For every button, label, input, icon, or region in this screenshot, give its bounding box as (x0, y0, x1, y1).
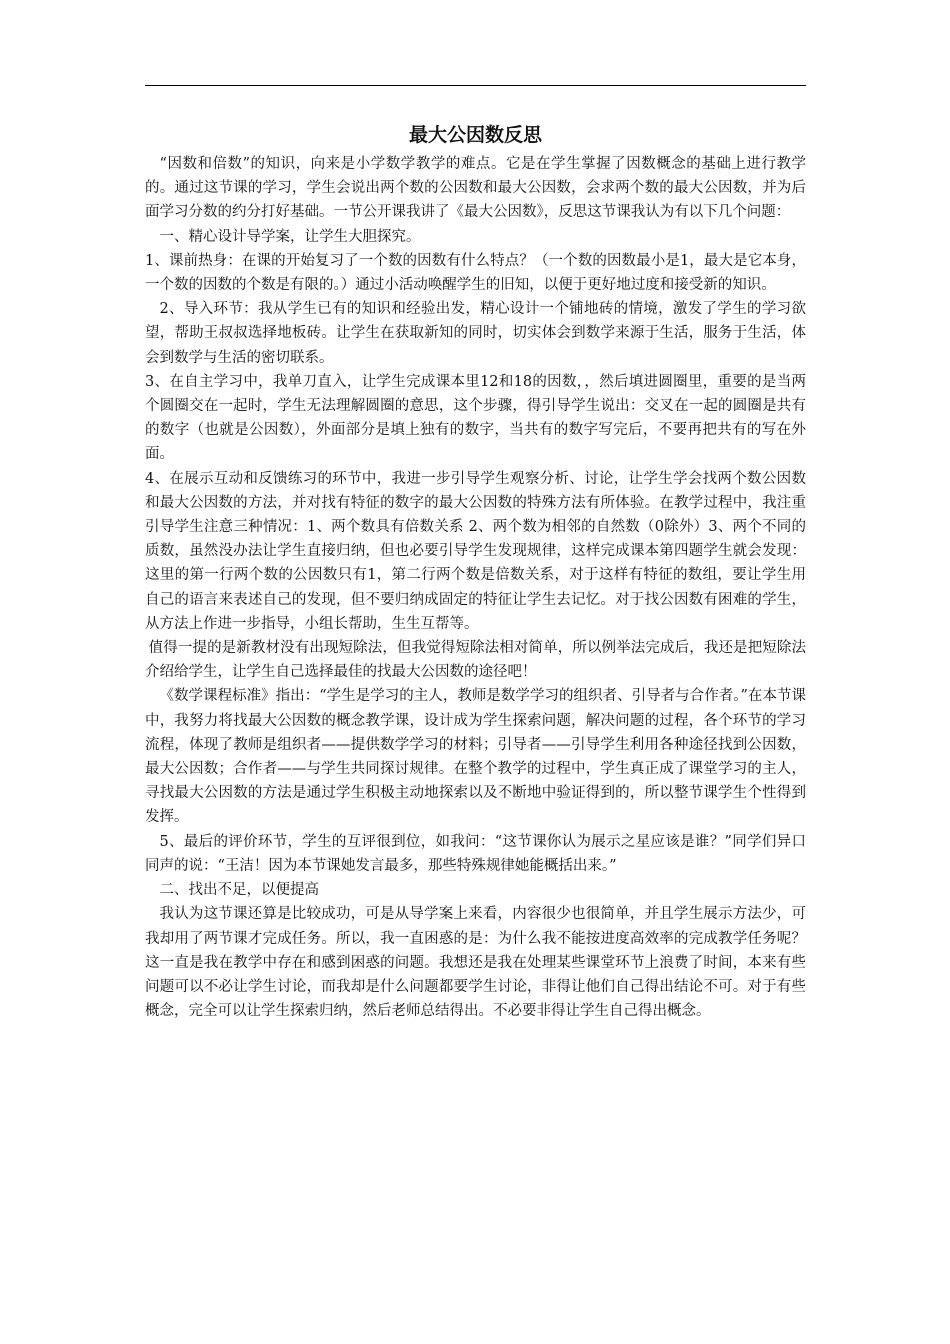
header-rule (145, 85, 806, 86)
body-paragraph: 5、最后的评价环节，学生的互评很到位，如我问：“这节课你认为展示之星应该是谁？”同学们异口同声的说：“王洁！因为本节课她发言最多，那些特殊规律她能概括出来。” (145, 833, 806, 874)
body-paragraph: 2、导入环节：我从学生已有的知识和经验出发，精心设计一个铺地砖的情境，激发了学生的学习欲望，帮助王叔叔选择地板砖。让学生在获取新知的同时，切实体会到数学来源于生活，服务于生活，体会到数学与生活的密切联系。 (145, 301, 806, 366)
document-title: 最大公因数反思 (408, 124, 542, 146)
body-paragraph: 《数学课程标准》指出：“学生是学习的主人，教师是数学学习的组织者、引导者与合作者。”在本节课中，我努力将找最大公因数的概念教学课，设计成为学生探索问题，解决问题的过程，各个环节的学习流程，体现了教师是组织者——提供数学学习的材料；引导者——引导学生利用各种途径找到公因数，最大公因数；合作者——与学生共同探讨规律。在整个教学的过程中，学生真正成了课堂学习的主人，寻找最大公因数的方法是通过学生积极主动地探索以及不断地中验证得到的，所以整节课学生个性得到发挥。 (145, 688, 806, 826)
document-body (145, 118, 806, 1023)
body-paragraph: 4、在展示互动和反馈练习的环节中，我进一步引导学生观察分析、讨论，让学生学会找两个数公因数和最大公因数的方法，并对找有特征的数字的最大公因数的特殊方法有所体验。在教学过程中，我注重引导学生注意三种情况：1、两个数具有倍数关系 2、两个数为相邻的自然数（0除外）3、两个不同的质数，虽然没办法让学生直接归纳，但也必要引导学生发现规律，这样完成课本第四题学生就会发现：这里的第一行两个数的公因数只有1，第二行两个数是倍数关系，对于这样有特征的数组，要让学生用自己的语言来表述自己的发现，但不要归纳成固定的特征让学生去记忆。对于找公因数有困难的学生，从方法上作进一步指导，小组长帮助，生生互帮等。 (145, 470, 806, 632)
body-paragraph: 我认为这节课还算是比较成功，可是从导学案上来看，内容很少也很简单，并且学生展示方法少，可我却用了两节课才完成任务。所以，我一直困惑的是：为什么我不能按进度高效率的完成教学任务呢？这一直是我在教学中存在和感到困惑的问题。我想还是我在处理某些课堂环节上浪费了时间，本来有些问题可以不必让学生讨论，而我却是什么问题都要学生讨论，非得让他们自己得出结论不可。对于有些概念，完全可以让学生探索归纳，然后老师总结得出。不必要非得让学生自己得出概念。 (145, 906, 806, 1020)
body-paragraph: 一、精心设计导学案，让学生大胆探究。 (159, 228, 421, 245)
body-paragraph: 值得一提的是新教材没有出现短除法，但我觉得短除法相对简单，所以例举法完成后，我还是把短除法介绍给学生，让学生自己选择最佳的找最大公因数的途径吧！ (145, 640, 806, 681)
body-paragraph: 二、找出不足，以便提高 (159, 882, 319, 899)
body-paragraph: 1、课前热身：在课的开始复习了一个数的因数有什么特点？（一个数的因数最小是1，最大是它本身，一个数的因数的个数是有限的。）通过小活动唤醒学生的旧知，以便于更好地过度和接受新的知识。 (145, 252, 806, 294)
paragraph-list (145, 152, 806, 1023)
body-paragraph: “因数和倍数”的知识，向来是小学数学教学的难点。它是在学生掌握了因数概念的基础上进行教学的。通过这节课的学习，学生会说出两个数的公因数和最大公因数，会求两个数的最大公因数，并为后面学习分数的约分打好基础。一节公开课我讲了《最大公因数》，反思这节课我认为有以下几个问题： (145, 156, 806, 221)
body-paragraph: 3、在自主学习中，我单刀直入，让学生完成课本里12和18的因数，，然后填进圆圈里，重要的是当两个圆圈交在一起时，学生无法理解圆圈的意思，这个步骤，得引导学生说出：交叉在一起的圆圈是共有的数字（也就是公因数），外面部分是填上独有的数字，当共有的数字写完后，不要再把共有的写在外面。 (145, 373, 806, 463)
